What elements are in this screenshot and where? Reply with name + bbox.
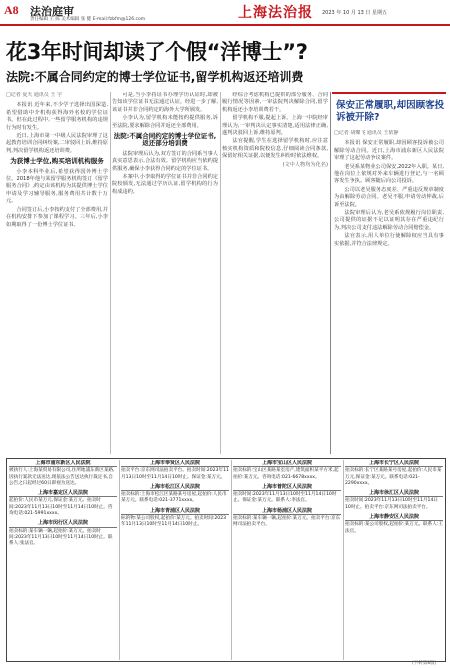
court-notice [233,460,341,481]
column-divider [110,92,111,454]
notice-heading: 上海市杨浦区人民法院 [233,508,341,515]
sidebar-byline: □记者 胡蝶飞 通讯员 王依静 [334,130,399,136]
notice-heading: 上海市徐汇区人民法院 [345,490,443,497]
issue-date: 2023 年 10 月 13 日 星期五 [322,10,387,16]
story-paragraph: 小李认为,留学机构未能按约提供服务,诉至法院,要求解除合同并返还全部费用。 [112,115,218,129]
court-notice [9,490,117,517]
notice-heading: 上海市奉贤区人民法院 [121,460,229,467]
notice-column [9,460,117,660]
sidebar-paragraph: 老吴系某物业公司保安,2022年入职。某日,他在岗位上依规对外来车辆进行登记,与一名顾客发生争执。顾客随后向公司投诉。 [334,163,444,185]
notice-heading: 上海市松江区人民法院 [121,484,229,491]
court-notice [9,520,117,547]
court-notice [345,514,443,535]
main-subheadline: 法院:不属合同约定的博士学位证书,留学机构返还培训费 [6,70,304,84]
notice-divider [119,460,120,660]
notice-heading: 上海市普陀区人民法院 [233,484,341,491]
notice-body: 拍卖标的:上海市松江区某路某号房屋,起拍价:人民币某万元。联系电话:021-3771xxxx。 [121,492,227,504]
story-subheading: 法院:不属合同约定的博士学位证书,返还部分培训费 [113,132,217,148]
story-paragraph: 本案中,小李取得的学位证书并非合同约定院校颁发,无法通过学历认证,留学机构的行为构成违约。 [112,174,218,195]
notice-body: 起拍价:人民币某万元,保证金:某万元。拍卖时间:2023年11月13日10时至11月14日10时止。咨询电话:021-5991xxxx。 [9,498,113,517]
story-paragraph: 可是,当小李持证书办理学历认证时,却被告知该学位证书无法通过认证。经进一步了解,该证书并非合同约定的海外大学所颁发。 [112,92,218,113]
sidebar-paragraph: 本报讯 保安正常履职,却因顾客投诉被公司解除劳动合同。近日,上海市浦东新区人民法院审理了这起劳动争议案件。 [334,140,444,162]
notice-heading: 上海市闵行区人民法院 [9,520,117,527]
section-title: 法治庭审 [30,5,74,18]
page-header [0,0,450,26]
main-headline: 花3年时间却读了个假“洋博士”? [6,40,308,64]
notice-column [345,460,443,660]
sidebar-article [332,92,446,454]
court-notice [121,484,229,505]
court-notice [233,508,341,529]
notice-body: 拍卖平台:京东网司法拍卖平台。拍卖时间:2023年11月13日10时至11月14日10时止。保证金:某万元。 [121,468,229,480]
page-number: A8 [4,3,19,17]
story-column-1 [6,92,108,454]
notice-heading: 上海市青浦区人民法院 [121,508,229,515]
notice-body: 拍卖标的:宝山区某路某室房产,建筑面积某平方米,起拍价:某万元。咨询电话:021-6678xxxx。 [233,468,339,480]
sidebar-paragraph: 法官表示,用人单位行使解除权应当具有事实依据,并符合法律规定。 [334,233,444,247]
story-paragraph: 近日,上海市第一中级人民法院审理了这起教育培训合同纠纷案,二审驳回上诉,维持原判,判决留学机构返还培训费。 [6,133,108,154]
notice-body: 拍卖标的:长宁区某路某号房屋,起拍价:人民币某万元,保证金:某万元。联系电话:021-2290xxxx。 [345,468,442,486]
sidebar-paragraph: 法院审理后认为,老吴系依规履行岗位职责,公司提供的证据不足以证明其存在严重违纪行为,判决公司支付违法解除劳动合同赔偿金。 [334,210,444,231]
story-subheading: 为获博士学位,购买培训机构服务 [10,157,104,166]
notice-body: 拍卖标的:某公司股权,起拍价:某万元。联系人:王法官。 [345,522,443,534]
court-notice [345,460,443,487]
story-column-2 [112,92,218,454]
notice-heading: 上海市长宁区人民法院 [345,460,443,467]
notice-column [121,460,229,660]
story-paragraph: 小李本科毕业后,希望获得国外博士学位。2018年他与某留学服务机构签订《留学服务合同》,约定由该机构为其提供博士学位申请及学习辅导服务,服务费用共计数十万元。 [6,168,108,205]
notice-heading: 上海市浦东新区人民法院 [9,460,117,467]
notice-body: 拍卖标的:某车辆一辆,起拍价:某万元。拍卖平台:京东网司法拍卖平台。 [233,516,341,528]
notice-divider [231,460,232,660]
court-notice [345,490,443,511]
court-notice [121,460,229,481]
sidebar-paragraph: 公司以老吴服务态度差、严重违反规章制度为由解除劳动合同。老吴不服,申请劳动仲裁,后诉至法院。 [334,186,444,208]
court-notice [9,460,117,487]
story-endnote: (文中人物均为化名) [282,161,328,168]
story-paragraph: 法院审理后认为,双方签订的合同系当事人真实意思表示,合法有效。留学机构应当依约提供服务,确保小李获得合同约定的学位证书。 [112,150,218,172]
story-paragraph: 合同签订后,小李按约支付了全部费用,并在机构安排下参加了课程学习。三年后,小李如期取得了一份博士学位证书。 [6,206,108,228]
notice-heading: 上海市宝山区人民法院 [233,460,341,467]
sidebar-headline: 保安正常履职,却因顾客投诉被开除? [336,100,445,123]
notice-body: 被执行人:上海某贸易有限公司,住所地浦东新区某路,因执行案款无法送达,现依法公告送达执行裁定书,自公告之日起经过60日即视为送达。 [9,468,115,486]
notice-body: 拍卖标的:某车辆一辆,起拍价:某万元。拍卖时间:2023年11月13日10时至11月14日10时止。联系人:张法官。 [9,528,113,547]
notice-body: 标的物:某公司股权,起拍价:某万元。拍卖时间:2023年11月13日10时至11月14日10时止。 [121,516,227,528]
sidebar-body [334,130,444,452]
sidebar-rule [332,92,446,94]
newspaper-masthead: 上海法治报 [238,5,313,21]
story-paragraph: 本报讯 近年来,不少学子选择出国深造,希望借助中介机构获得海外名校的学位证书。但在此过程中,一些留学服务机构的违规行为时有发生。 [6,102,108,131]
column-divider [220,92,221,454]
continued-tag: (下转第8版) [412,661,437,666]
story-column-3 [222,92,328,454]
story-paragraph: 法官提醒,学生在选择留学机构时,应注意核实机构资质和院校信息,仔细阅读合同条款,保留好相关证据,以便发生纠纷时依法维权。 [222,138,328,160]
notice-body: 拍卖时间:2023年11月13日10时至11月14日10时止。拍卖平台:京东网司法拍卖平台。 [345,498,438,510]
staff-line: 责任编辑 王 陈 美术编辑 张 健 E-mail:fzbfm@126.com [30,17,146,22]
story-byline: □记者 夏天 通讯员 王 宇 [6,92,63,98]
notice-heading: 上海市静安区人民法院 [345,514,443,521]
notice-divider [343,460,344,660]
court-notice [121,508,229,529]
notice-body: 拍卖时间:2023年11月13日10时至11月14日10时止。保证金:某万元。联系人:李法官。 [233,492,337,504]
story-paragraph: 经综合考虑机构已提供的部分服务、合同履行情况等因素,一审法院判决解除合同,留学机构返还小李培训费若干。 [222,92,328,113]
column-divider [330,92,331,454]
court-notice [233,484,341,505]
story-paragraph: 留学机构不服,提起上诉。上海一中院经审理认为,一审判决认定事实清楚,适用法律正确,遂判决驳回上诉,维持原判。 [222,115,328,137]
notice-heading: 上海市嘉定区人民法院 [9,490,117,497]
notice-column [233,460,341,660]
